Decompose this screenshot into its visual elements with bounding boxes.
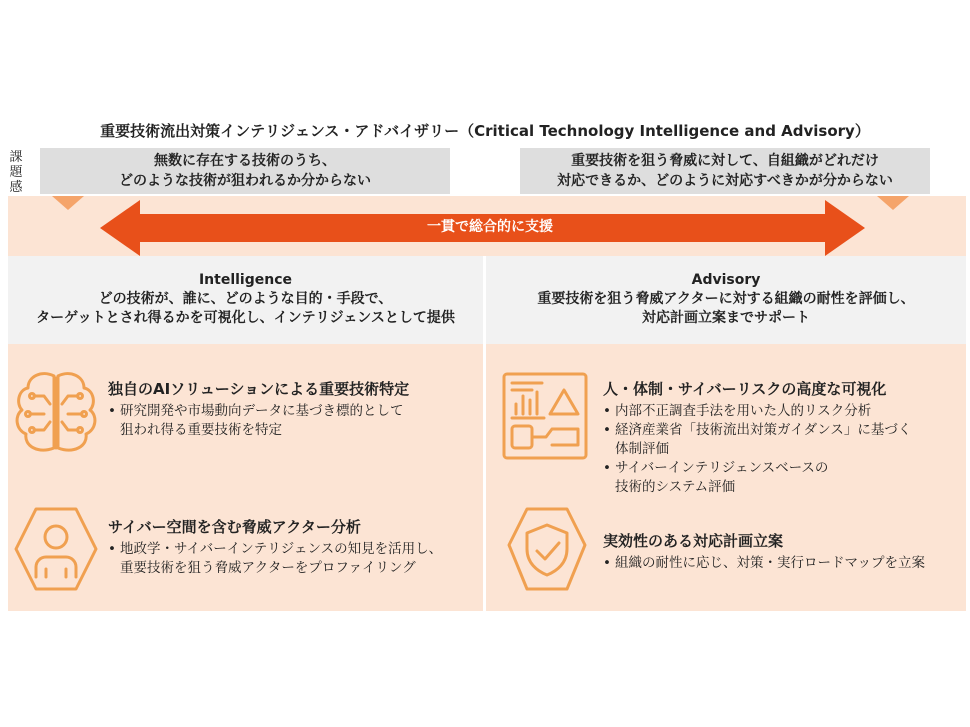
bullet-item [108, 540, 478, 578]
chart-analysis-icon [500, 370, 590, 462]
bullet-item [603, 459, 963, 497]
bullet-item [603, 554, 963, 573]
advisory-heading: Advisory [691, 272, 761, 288]
bullet-text: 組織の耐性に応じ、対策・実行ロードマップを立案 [615, 555, 925, 571]
issue-pointer-right [877, 196, 909, 210]
intelligence-item-2 [108, 516, 478, 578]
bullet-text: 狙われ得る重要技術を特定 [120, 422, 282, 438]
bullet-text: 技術的システム評価 [615, 479, 736, 495]
intelligence-desc-line: どの技術が、誰に、どのような目的・手段で、 [98, 291, 393, 307]
bullet-dot: • [603, 422, 611, 438]
bullet-item [108, 402, 478, 440]
issue-right-line: 重要技術を狙う脅威に対して、自組織がどれだけ [571, 153, 879, 169]
brain-circuit-icon [12, 368, 100, 460]
side-label-char: 感 [9, 180, 23, 195]
issue-pointer-left [52, 196, 84, 210]
item-title: 独自のAIソリューションによる重要技術特定 [108, 380, 410, 398]
issue-box-right [520, 148, 930, 194]
advisory-item-1 [603, 378, 963, 497]
bullet-text: 経済産業省「技術流出対策ガイダンス」に基づく [615, 422, 912, 438]
side-label-char: 課 [9, 150, 23, 165]
advisory-desc-line: 重要技術を狙う脅威アクターに対する組織の耐性を評価し、 [537, 291, 915, 307]
issues-side-label [8, 150, 24, 195]
bullet-text: 研究開発や市場動向データに基づき標的として [120, 403, 404, 419]
column-divider [483, 256, 486, 611]
threat-actor-icon [12, 505, 100, 593]
bullet-text: 内部不正調査手法を用いた人的リスク分析 [615, 403, 872, 419]
advisory-header [486, 256, 966, 344]
bullet-text: 体制評価 [615, 441, 669, 457]
issue-left-line: どのような技術が狙われるか分からない [119, 173, 371, 189]
intelligence-header [8, 256, 483, 344]
item-title: 実効性のある対応計画立案 [603, 532, 784, 550]
intelligence-heading: Intelligence [198, 272, 293, 288]
bullet-dot: • [603, 403, 611, 419]
bullet-dot: • [108, 403, 116, 419]
item-title: 人・体制・サイバーリスクの高度な可視化 [603, 380, 887, 398]
arrow-label: 一貫で総合的に支援 [427, 219, 553, 235]
bullet-item [603, 402, 963, 421]
advisory-item-2 [603, 530, 963, 573]
page-title: 重要技術流出対策インテリジェンス・アドバイザリー（Critical Technology Intelligence and Advisory） [100, 122, 870, 140]
item-title: サイバー空間を含む脅威アクター分析 [108, 518, 361, 536]
bullet-text: 地政学・サイバーインテリジェンスの知見を活用し、 [120, 541, 443, 557]
issue-box-left [40, 148, 450, 194]
advisory-desc-line: 対応計画立案までサポート [642, 310, 810, 326]
issue-left-line: 無数に存在する技術のうち、 [154, 153, 336, 169]
issue-right-line: 対応できるか、どのように対応すべきかが分からない [557, 173, 893, 189]
intelligence-item-1 [108, 378, 478, 440]
bullet-text: サイバーインテリジェンスベースの [615, 460, 829, 476]
bullet-text: 重要技術を狙う脅威アクターをプロファイリング [120, 560, 416, 576]
bullet-dot: • [603, 555, 611, 571]
bullet-item [603, 421, 963, 459]
bullet-dot: • [108, 541, 116, 557]
shield-check-icon [505, 505, 589, 593]
side-label-char: 題 [9, 165, 23, 180]
intelligence-desc-line: ターゲットとされ得るかを可視化し、インテリジェンスとして提供 [36, 310, 455, 326]
bullet-dot: • [603, 460, 611, 476]
